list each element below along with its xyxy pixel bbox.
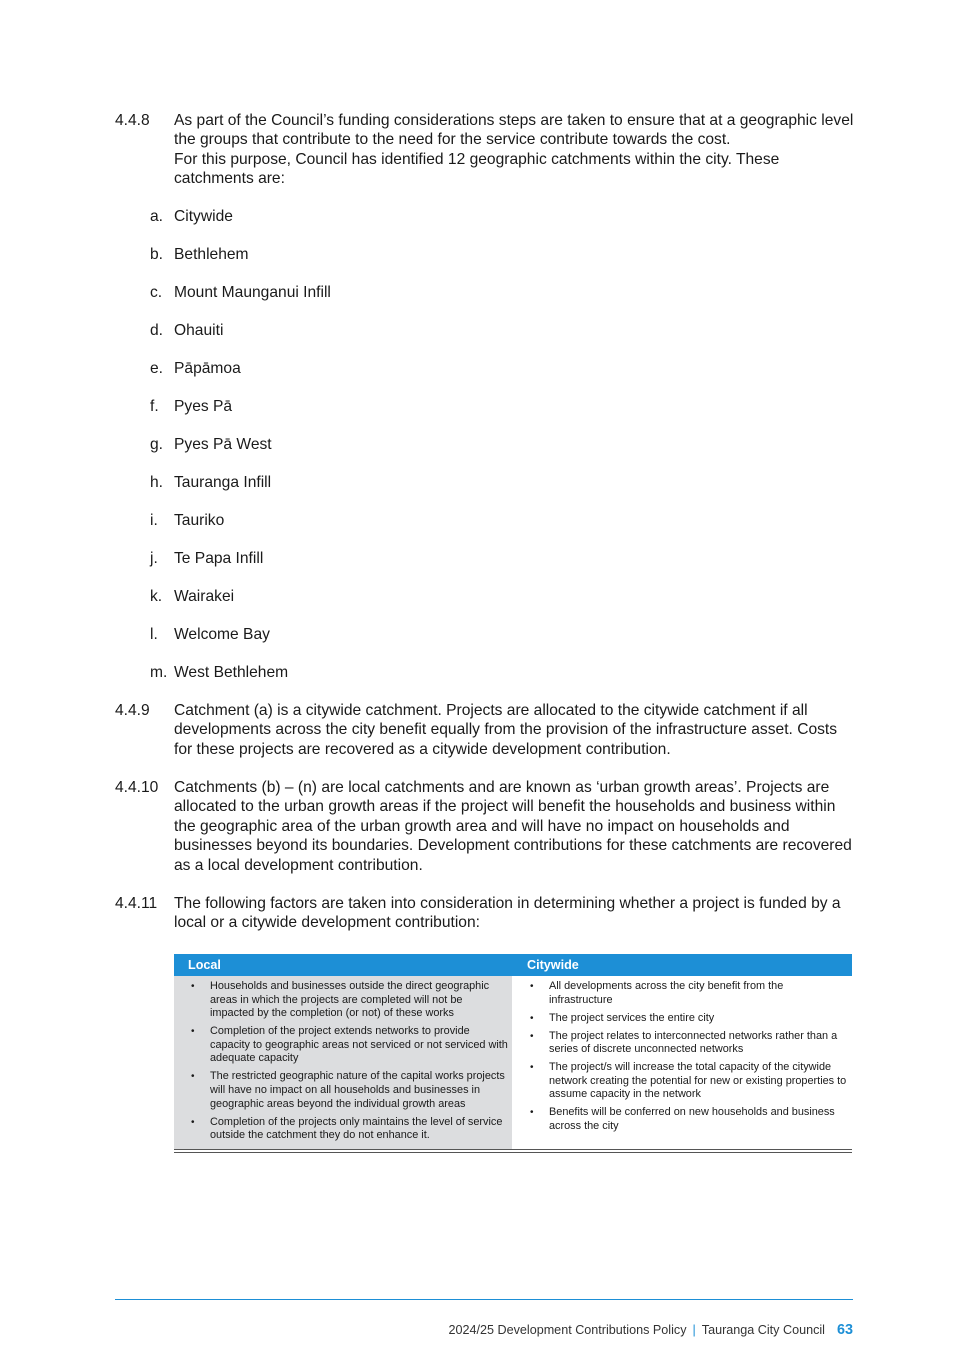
local-factor: • The restricted geographic nature of the capital works projects will have no impact on all households and businesses in geographic areas beyond the individual growth areas [174, 1070, 508, 1111]
citywide-factor: • The project services the entire city [513, 1012, 848, 1026]
local-factor: • Completion of the project extends networks to provide capacity to geographic areas not serviced or not serviced with adequate capacity [174, 1025, 508, 1066]
catchment-name: Pyes Pā West [174, 436, 272, 453]
list-letter: a. [150, 208, 164, 225]
factors-table [174, 954, 852, 1153]
section-body [174, 778, 855, 875]
section-body [174, 894, 855, 933]
local-factor-list [174, 980, 508, 1143]
table-header [174, 954, 852, 976]
footer-divider [115, 1299, 853, 1300]
table-bottom-rule [174, 1152, 852, 1153]
citywide-factor: • Benefits will be conferred on new households and business across the city [513, 1106, 848, 1133]
footer-organisation: Tauranga City Council [701, 1323, 825, 1337]
catchment-name: Ohauiti [174, 322, 224, 339]
catchment-name: Tauriko [174, 512, 225, 529]
citywide-factor: • The project/s will increase the total capacity of the citywide network creating the potential for new or existing properties to assume capacity in the network [513, 1061, 848, 1102]
list-letter: j. [150, 550, 158, 567]
column-header-local: Local [188, 958, 221, 972]
citywide-column [513, 976, 852, 1149]
page-footer [448, 1322, 853, 1338]
list-letter: i. [150, 512, 158, 529]
catchment-name: Tauranga Infill [174, 474, 272, 491]
catchment-name: West Bethlehem [174, 664, 289, 681]
column-header-citywide: Citywide [527, 958, 579, 972]
list-letter: d. [150, 322, 164, 339]
list-letter: e. [150, 360, 164, 377]
paragraph-text: As part of the Council’s funding considerations steps are taken to ensure that at a geographic level the groups that contribute to the need for the service contribute towards the cost. [174, 112, 854, 149]
paragraph-text: Catchment (a) is a citywide catchment. Projects are allocated to the citywide catchment if all developments across the city benefit equally from the provision of the infrastructure asset. Costs for these projects are recovered as a citywide development contribution. [174, 702, 838, 758]
list-letter: b. [150, 246, 164, 263]
catchment-name: Pāpāmoa [174, 360, 241, 377]
citywide-factor-list [513, 980, 848, 1134]
paragraph-text: The following factors are taken into consideration in determining whether a project is funded by a local or a citywide development contribution: [174, 895, 841, 932]
section-4-4-9 [115, 701, 855, 759]
footer-separator: | [692, 1323, 696, 1337]
section-number: 4.4.9 [115, 702, 150, 719]
list-letter: l. [150, 626, 158, 643]
catchment-name: Mount Maunganui Infill [174, 284, 331, 301]
list-letter: c. [150, 284, 163, 301]
page-number: 63 [836, 1322, 853, 1338]
catchment-name: Pyes Pā [174, 398, 233, 415]
list-letter: m. [150, 664, 168, 681]
local-factor: • Households and businesses outside the direct geographic areas in which the projects are completed will not be impacted by the completion (or not) of these works [174, 980, 508, 1021]
local-factor: • Completion of the projects only maintains the level of service outside the catchment they do not enhance it. [174, 1116, 508, 1143]
section-4-4-11 [115, 894, 855, 933]
section-4-4-8 [115, 111, 855, 189]
catchment-name: Citywide [174, 208, 233, 225]
table-body [174, 976, 852, 1149]
section-number: 4.4.10 [115, 779, 159, 796]
table-bottom-rule [174, 1149, 852, 1150]
section-number: 4.4.11 [115, 895, 158, 912]
section-body [174, 111, 855, 189]
catchment-name: Te Papa Infill [174, 550, 264, 567]
citywide-factor: • All developments across the city benefit from the infrastructure [513, 980, 848, 1007]
list-letter: k. [150, 588, 163, 605]
footer-document-title: 2024/25 Development Contributions Policy [448, 1323, 687, 1337]
citywide-factor: • The project relates to interconnected networks rather than a series of discrete unconnected networks [513, 1030, 848, 1057]
paragraph-text: Catchments (b) – (n) are local catchments and are known as ‘urban growth areas’. Projects are allocated to the urban growth areas if the project will benefit the households and business within the geographic area of the urban growth area and will have no impact on households and businesses beyond its boundaries. Development contributions for these catchments are recovered as a local development contribution. [174, 779, 852, 874]
paragraph-text: For this purpose, Council has identified 12 geographic catchments within the city. These catchments are: [174, 150, 780, 188]
list-letter: h. [150, 474, 164, 491]
catchment-name: Bethlehem [174, 246, 249, 263]
section-body [174, 701, 855, 759]
catchment-name: Wairakei [174, 588, 235, 605]
section-number: 4.4.8 [115, 112, 150, 129]
catchment-name: Welcome Bay [174, 626, 270, 643]
section-4-4-10 [115, 778, 855, 875]
list-letter: g. [150, 436, 164, 453]
local-column [174, 976, 513, 1149]
list-letter: f. [150, 398, 159, 415]
